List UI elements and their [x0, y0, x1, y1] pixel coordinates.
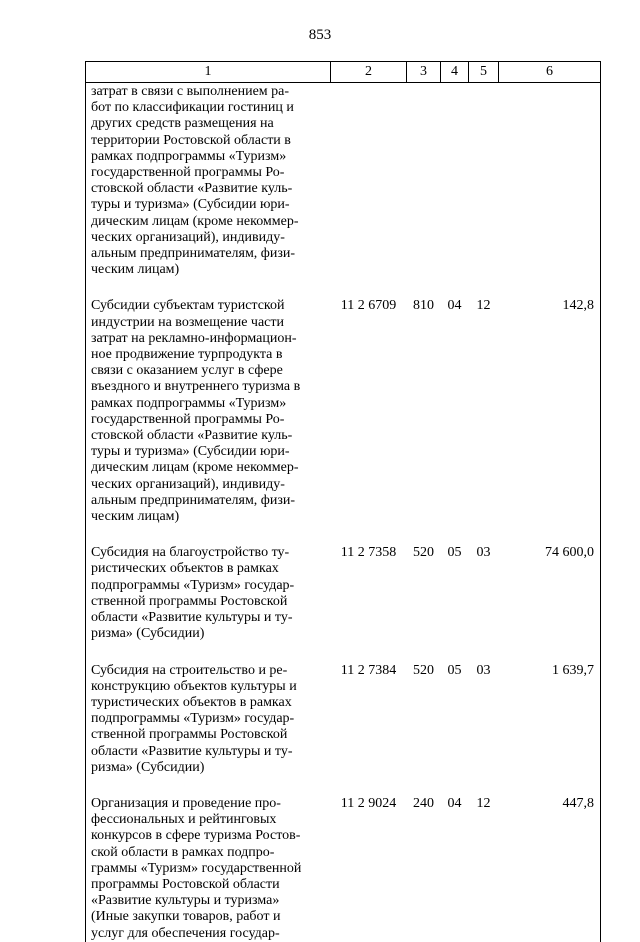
subsection-code: 03	[476, 545, 491, 561]
description-line: стовской области «Развитие куль-	[91, 181, 293, 197]
description-line: «Развитие культуры и туризма»	[91, 893, 280, 909]
description-line: стовской области «Развитие куль-	[91, 428, 293, 444]
description-line: области «Развитие культуры и ту-	[91, 610, 293, 626]
subsection-code: 12	[476, 298, 491, 314]
description-line: ческим лицам)	[91, 262, 180, 278]
amount	[499, 83, 601, 279]
amount: 142,8	[499, 297, 601, 525]
description-line: альным предпринимателям, физи-	[91, 492, 296, 508]
target-article-code: 11 2 6709	[340, 298, 397, 314]
description-line: подпрограммы «Туризм» государ-	[91, 577, 295, 593]
budget-table	[85, 61, 601, 942]
target-article-code: 11 2 9024	[340, 795, 397, 811]
subsection-code: 03	[476, 662, 491, 678]
description-line: ческих организаций), индивиду-	[91, 476, 285, 492]
row-spacer	[86, 776, 601, 795]
column-header: 6	[499, 62, 601, 83]
description-line: альным предпринимателям, физи-	[91, 246, 296, 262]
description-line: ризма» (Субсидии)	[91, 759, 205, 775]
expense-type-code: 520	[413, 545, 434, 561]
description-line: дическим лицам (кроме некоммер-	[91, 213, 299, 229]
description-line: услуг для обеспечения государ-	[91, 925, 280, 941]
description-line: территории Ростовской области в	[91, 132, 291, 148]
table-row	[86, 83, 601, 279]
amount: 74 600,0	[499, 544, 601, 642]
description-line: конкурсов в сфере туризма Ростов-	[91, 828, 301, 844]
section-code: 05	[447, 545, 462, 561]
table-row	[86, 795, 601, 942]
description-line: государственной программы Ро-	[91, 165, 285, 181]
expense-type-code	[407, 83, 441, 279]
target-article-code: 11 2 7358	[340, 545, 397, 561]
description-line: конструкцию объектов культуры и	[91, 678, 297, 694]
target-article-code	[331, 83, 407, 279]
row-spacer	[86, 525, 601, 544]
description-line: ственной программы Ростовской	[91, 593, 288, 609]
table-header-row	[86, 62, 601, 83]
row-description	[86, 662, 331, 776]
description-line: других средств размещения на	[91, 116, 274, 132]
column-header: 4	[441, 62, 469, 83]
description-line: индустрии на возмещение части	[91, 314, 284, 330]
description-line: Субсидии субъектам туристской	[91, 298, 285, 314]
expense-type-code: 810	[413, 298, 434, 314]
section-code	[441, 83, 469, 279]
description-line: ческих организаций), индивиду-	[91, 229, 285, 245]
description-line: ской области в рамках подпро-	[91, 844, 275, 860]
column-header: 3	[407, 62, 441, 83]
row-description	[86, 83, 331, 279]
description-line: программы Ростовской области	[91, 876, 280, 892]
expense-type-code: 240	[413, 795, 434, 811]
row-spacer	[86, 643, 601, 662]
page-number: 853	[308, 27, 332, 43]
description-line: ристических объектов в рамках	[91, 561, 279, 577]
description-line: ческим лицам)	[91, 509, 180, 525]
description-line: дическим лицам (кроме некоммер-	[91, 460, 299, 476]
description-line: фессиональных и рейтинговых	[91, 812, 277, 828]
description-line: Субсидия на благоустройство ту-	[91, 545, 290, 561]
description-line: затрат на рекламно-информацион-	[91, 330, 297, 346]
section-code: 05	[447, 662, 462, 678]
row-description	[86, 795, 331, 942]
expense-type-code: 520	[413, 662, 434, 678]
subsection-code	[469, 83, 499, 279]
column-header: 1	[86, 62, 331, 83]
row-description	[86, 544, 331, 642]
description-line: граммы «Туризм» государственной	[91, 860, 302, 876]
description-line: подпрограммы «Туризм» государ-	[91, 711, 295, 727]
row-spacer	[86, 278, 601, 297]
amount: 447,8	[499, 795, 601, 942]
target-article-code: 11 2 7384	[340, 662, 397, 678]
description-line: въездного и внутреннего туризма в	[91, 379, 301, 395]
description-line: туристических объектов в рамках	[91, 694, 292, 710]
section-code: 04	[447, 795, 462, 811]
subsection-code: 12	[476, 795, 491, 811]
table-row	[86, 662, 601, 776]
column-header: 5	[469, 62, 499, 83]
description-line: Организация и проведение про-	[91, 795, 281, 811]
table-row	[86, 544, 601, 642]
amount: 1 639,7	[499, 662, 601, 776]
description-line: ственной программы Ростовской	[91, 727, 288, 743]
description-line: туры и туризма» (Субсидии юри-	[91, 197, 290, 213]
description-line: туры и туризма» (Субсидии юри-	[91, 444, 290, 460]
description-line: бот по классификации гостиниц и	[91, 100, 294, 116]
description-line: области «Развитие культуры и ту-	[91, 743, 293, 759]
description-line: ризма» (Субсидии)	[91, 626, 205, 642]
description-line: (Иные закупки товаров, работ и	[91, 909, 281, 925]
description-line: Субсидия на строительство и ре-	[91, 662, 288, 678]
description-line: затрат в связи с выполнением ра-	[91, 84, 290, 99]
table-row	[86, 297, 601, 525]
description-line: рамках подпрограммы «Туризм»	[91, 148, 287, 164]
column-header: 2	[331, 62, 407, 83]
row-description	[86, 297, 331, 525]
description-line: государственной программы Ро-	[91, 411, 285, 427]
description-line: ное продвижение турпродукта в	[91, 347, 283, 363]
description-line: связи с оказанием услуг в сфере	[91, 363, 283, 379]
description-line: рамках подпрограммы «Туризм»	[91, 395, 287, 411]
section-code: 04	[447, 298, 462, 314]
